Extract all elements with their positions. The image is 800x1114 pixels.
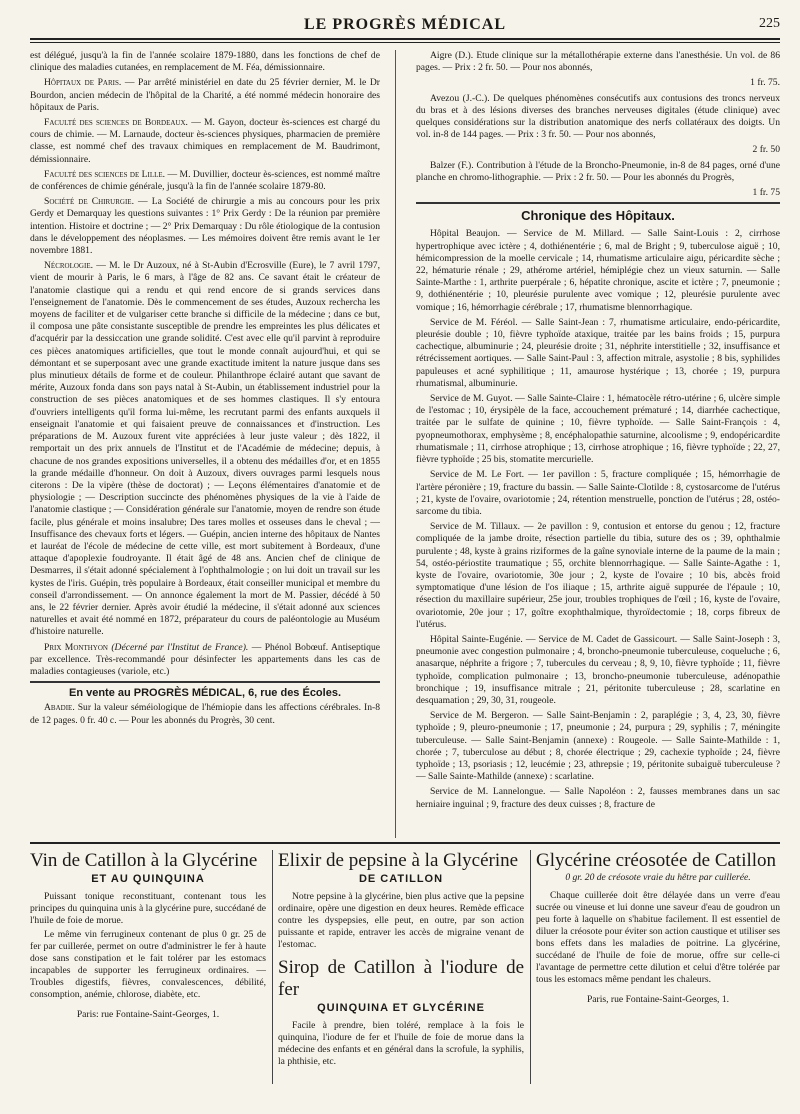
right-column [416,50,780,814]
paragraph [30,77,380,114]
paragraph [30,642,380,679]
paragraph: Hôpital Sainte-Eugénie. — Service de M. Cadet de Gassicourt. — Salle Saint-Joseph : 3, pneumonie avec congestion pulmonaire ; 4, broncho-pneumonie tuberculeuse, coqueluche ; 6, anasarque, néphrite a frigore ; 7, tubercules du cerveau ; 8, 9, 10, fièvre typhoïde ; 11, fièvre typhoïde, complication pulmonaire ; 13, broncho-pneumonie tuberculeuse, adénopathie bronchique ; 19, insuffisance mitrale ; 21, péritonite tuberculeuse ; 28, scarlatine en desquamation ; 29, 30, 31, rougeole. [416,633,780,706]
advert-divider [272,850,273,1084]
paragraph-italic: (Décerné par l'Institut de France). [107,641,249,653]
advert-text: Facile à prendre, bien toléré, remplace à la fois le quinquina, l'iodure de fer et l'huile de foie de morue dans la médecine des enfants et en général dans la scrofule, la syphilis, la phthisie, etc. [278,1020,524,1067]
advert-text: Notre pepsine à la glycérine, bien plus active que la pepsine ordinaire, opère une digestion en deux heures. Remède efficace contre les dyspepsies, elle peut, en outre, par son action puissante et rapide, entraver les accès de migraine venant de l'estomac. [278,891,524,950]
paragraph: Service de M. Bergeron. — Salle Saint-Benjamin : 2, paraplégie ; 3, 4, 23, 30, fièvre typhoïde ; 9, pleuro-pneumonie ; 17, pneumonie ; 24, purpura ; 29, syphilis ; 7, méningite tuberculeuse. — Salle Saint-Benjamin (annexe) : Rougeole. — Salle Sainte-Mathilde : 1, chorée ; 7, tuberculose au début ; 8, chorée électrique ; 29, cachexie typhoïde ; 24, fièvre typhoïde ; 13, psoriasis ; 12, leucémie ; 23, athrepsie ; 19, péritonite subaiguë tuberculeuse ? — Salle Sainte-Mathilde (annexe) : scarlatine. [416,710,780,783]
paragraph-heading: Nécrologie. [44,260,93,272]
column-divider [395,50,396,838]
paragraph: Service de M. Le Fort. — 1er pavillon : 5, fracture compliquée ; 15, hémorrhagie de l'artère péronière ; 19, fracture du bassin. — Salle Sainte-Clotilde : 8, cystosarcome de l'utérus ; 21, kyste de l'ovaire, ovariotomie ; 24, rétention menstruelle, ponction de l'utérus ; 28, ostéo-sarcome du tibia. [416,469,780,517]
advert-elixir-pepsine [278,850,524,1092]
journal-title: LE PROGRÈS MÉDICAL [303,16,507,33]
advert-text: Le même vin ferrugineux contenant de plus 0 gr. 25 de fer par cuillerée, permet on outre d'administrer le fer à haute dose sans constipation et le fait tolérer par les estomacs incapables de supporter les ferrugineux ordinaires. — Troubles digestifs, fièvres, convalescences, débilité, consomption, anémie, chlorose, diabète, etc. [30,929,266,1000]
listing-price: 1 fr. 75 [752,187,780,199]
book-listing [416,50,780,74]
advert-divider [530,850,531,1084]
advert-title: Sirop de Catillon à l'iodure de fer [278,957,524,1000]
paragraph-text: — La Société de chirurgie a mis au concours pour les prix Gerdy et Demarquay les questions suivantes : 1° Prix Gerdy : De la réunion par première intention. Histoire et doctrine ; — 2° Prix Demarquay : Du rôle étiologique de la contusion dans le développement des néoplasmes. — Les mémoires doivent être remis avant le 1er novembre 1881. [30,196,380,257]
paragraph [30,117,380,166]
paragraph-text: — M. Gayon, docteur ès-sciences est chargé du cours de chimie. — M. Larnaude, docteur ès-sciences physiques, pharmacien de première classe, est nommé chef des travaux chimiques en remplacement de M. Baudrimont, démissionnaire. [30,117,380,165]
paragraph [30,260,380,638]
advert-subtitle: QUINQUINA ET GLYCÉRINE [317,1002,485,1014]
advert-title: Elixir de pepsine à la Glycérine [278,850,519,871]
advert-text: Chaque cuillerée doit être délayée dans un verre d'eau sucrée ou vineuse et lui donne une saveur d'eau de goudron un peu forte à laquelle on s'habitue facilement. Il est essentiel de diluer la créosote pour éviter son action caustique et utiliser ses bons effets dans les maladies de poitrine. La glycérine, succédané de l'huile de foie de morue, offre sur celle-ci l'avantage de permettre cette dilution et celui d'être tolérée par tous les estomacs même pendant les chaleurs. [536,890,780,985]
divider [416,202,780,204]
advert-subtitle: ET AU QUINQUINA [91,873,205,885]
advert-title: Vin de Catillon à la Glycérine [30,850,258,871]
paragraph: Service de M. Lannelongue. — Salle Napoléon : 2, fausses membranes dans un sac herniaire inguinal ; 9, fracture des deux cuisses ; 8, fracture de [416,786,780,810]
paragraph: Service de M. Féréol. — Salle Saint-Jean : 7, rhumatisme articulaire, endo-péricardite, pleurésie double ; 10, fièvre typhoïde ataxique, traitée par les bains froids ; 15, purpura cachectique, albuminurie ; 24, pleurésie droite ; 31, néphrite interstitielle ; 32, insuffisance et rétrécissement aortiques. — Salle Saint-Paul : 3, affection mitrale, asystolie ; 8 bis, syphilides papuleuses et acné syphilitique ; 11, amaurose hystérique ; 13, chorée ; 19, purpura rhumatismal, albuminurie. [416,316,780,389]
paragraph-heading: Faculté des sciences de Lille. [44,168,166,180]
paragraph: Service de M. Tillaux. — 2e pavillon : 9, contusion et entorse du genou ; 12, fracture compliquée de la jambe droite, résection partielle du tibia, suture des os ; 39, ophthalmie purulente ; 48, kyste à grains riziformes de la gaîne synoviale interne de la paume de la main ; 54, ostéo-périostite traumatique ; 55, orchite blennorrhagique. — Salle Sainte-Agathe : 1, kyste de l'ovaire, ovariotomie, 30e jour ; 2, kyste de l'ovaire ; 10 bis, abcès froid symptomatique d'une lésion de l'os iliaque ; 15, arthrite aiguë suppurée de l'épaule ; 10, résection du maxillaire supérieur, 25e jour, troubles trophiques de l'œil ; 16, kyste de l'ovaire, ovariotomie, 20e jour ; 17, goître exophthalmique, thyroïdectomie ; 18, corps fibreux de l'utérus. [416,521,780,630]
book-listing [416,160,780,184]
paragraph-text: Sur la valeur séméiologique de l'hémiopie dans les affections cérébrales. In-8 de 12 pages. 0 fr. 40 c. — Pour les abonnés du Progrès, 30 cent. [30,702,380,726]
advert-title: Glycérine créosotée de Catillon [536,850,777,871]
advert-vin-catillon [30,850,266,1092]
advert-glycerine-creosotee [536,850,780,1092]
advertisements [30,842,780,1092]
advert-address: Paris: rue Fontaine-Saint-Georges, 1. [76,1009,220,1020]
divider [30,681,380,683]
listing-text: Aigre (D.). Etude clinique sur la métallothérapie externe dans l'anesthésie. Un vol. de 86 pages. — Prix : 2 fr. 50. — Pour nos abonnés, [416,50,780,74]
page-number: 225 [759,16,780,31]
paragraph [30,169,380,193]
listing-price: 1 fr. 75. [750,77,780,89]
book-listing [416,93,780,142]
listing-price: 2 fr. 50 [752,144,780,156]
paragraph-heading: Société de Chirurgie. [44,196,134,208]
paragraph: Hôpital Beaujon. — Service de M. Millard. — Salle Saint-Louis : 2, cirrhose hypertrophique avec ictère ; 4, dothiénentérie ; 6, mal de Bright ; 9, tuberculose aiguë ; 10, hémicompression de la moelle cervicale ; 14, rhumatisme articulaire aigu, péricardite sèche ; 22, hématurie rénale ; 29, athérome artériel, hémiplégie chez un vieux saturnin. — Salle Sainte-Marthe : 1, arthrite puerpérale ; 6, hépatite chronique, ascite et ictère ; 7, pneumonie ; 9, dothiénentérie ; 10, pleurésie purulente avec vomique ; 12, pleurésie purulente avec vomique ; 16, hémorrhagie cérébrale ; 17, rhumatisme blennorrhagique. [416,228,780,313]
paragraph: est délégué, jusqu'à la fin de l'année scolaire 1879-1880, dans les fonctions de chef de clinique des maladies cutanées, en remplacement de M. Féa, démissionnaire. [30,50,380,74]
advert-address: Paris, rue Fontaine-Saint-Georges, 1. [586,994,730,1005]
paragraph [30,702,380,726]
listing-text: Balzer (F.). Contribution à l'étude de la Broncho-Pneumonie, in-8 de 84 pages, orné d'une planche en chromo-lithographie. — Prix : 2 fr. 50. — Pour les abonnés du Progrès, [416,159,780,183]
paragraph-text: — Phénol Bobœuf. Antiseptique par excellence. Très-recommandé pour désinfecter les appartements dans les cas de maladies contagieuses (variole, etc.) [30,641,380,677]
advert-subtitle: DE CATILLON [358,873,444,885]
header-rule-thin [30,42,780,43]
paragraph-heading: Faculté des sciences de Bordeaux. [44,117,188,129]
paragraph: Service de M. Guyot. — Salle Sainte-Claire : 1, hématocèle rétro-utérine ; 6, ulcère simple de l'estomac ; 10, érysipèle de la face, accouchement prématuré ; 14, diarrhée cachectique, traitée par le sulfate de quinine ; 10, fièvre typhoïde. — Salle Saint-François : 4, pyopneumothorax, emphysème ; 8, encéphalopathie saturnine, alcoolisme ; 9, endopéricardite rhumatismale ; 11, cirrhose atrophique ; 13, cirrhose atrophique ; 16, fièvre typhoïde ; 22, 27, fièvre typhoïde ; 25 bis, stomatite mercurielle. [416,393,780,466]
left-column [30,50,380,730]
paragraph-text: — M. Duvillier, docteur ès-sciences, est nommé maître de conférences de chimie générale, jusqu'à la fin de l'année scolaire 1879-80. [30,168,380,193]
paragraph-text: — Par arrêté ministériel en date du 25 février dernier, M. le Dr Bourdon, ancien médecin de l'hôpital de la Charité, a été nommé médecin honoraire des hôpitaux de Paris. [30,77,380,113]
advert-text: Puissant tonique reconstituant, contenant tous les principes du quinquina unis à la glycérine pure, succédané de l'huile de foie de morue. [30,891,266,926]
section-title: Chronique des Hôpitaux. [521,208,675,224]
paragraph-text: — M. le Dr Auzoux, né à St-Aubin d'Ecrosville (Eure), le 7 avril 1797, vient de mourir à Paris, le 6 mars, à l'âge de 82 ans. Ce savant était le créateur de l'anatomie clastique qui a rendu et qui rend encore de si grands services dans l'enseignement de l'anatomie. Dès le commencement de ses études, Auzoux rechercha les moyens de faciliter et de vulgariser cette branche si difficile de la médecine ; dans ce but, il composa une pâte consistante susceptible de prendre les empreintes les plus délicates et d'acquérir par la dessiccation une grande solidité. C'est avec elle qu'il parvint à reproduire ces pièces anatomiques artificielles, que tout le monde connaît aujourd'hui, et qui se démontant et se superposant avec une grande exactitude imitent la nature jusque dans ses plus minutieux détails de forme et de couleur. Philanthrope éclairé autant que savant de mérite, Auzoux fonda dans son pays natal à St-Aubin, un établissement industriel pour la construction de ses pièces anatomiques et de ses hommes clastiques. Il s'y entoura d'ouvriers intelligents qu'il forma lui-même, les recrutant parmi des enfants auxquels il enseignait l'anatomie et qui faisaient preuve de connaissances et d'instruction. Les préparations de M. Auzoux furent vite appréciées à leur juste valeur ; dès 1822, il remportait un des prix annuels de l'Institut et de l'Académie de médecine; depuis, à chacune de nos grandes expositions universelles, il a obtenu des médailles d'or, et en 1855 la grande médaille d'honneur. On doit à Auzoux, divers ouvrages parmi lesquels nous citerons : De la vipère (thèse de doctorat) ; — Leçons élémentaires d'anatomie et de physiologie ; — Description succincte des phénomènes physiques de la vie à l'aide de l'anatomie clastique ; — Considération générale sur l'anatomie, moyen de rendre son étude facile, plus générale et moins insalubre; Des tares molles et osseuses dans le cheval ; — Insuffisance des chevaux forts et légers. — Guépin, ancien interne des hôpitaux de Nantes et lauréat de l'école de médecine de cette ville, est mort subitement à Bordeaux, d'une attaque d'apoplexie foudroyante. Il était âgé de 48 ans. Ancien chef de clinique de Desmarres, il s'était adonné spécialement à l'ophthalmologie ; on lui doit un travail sur les kystes de l'iris. Guépin, très populaire à Bordeaux, était conseiller municipal et membre du conseil d'arrondissement. — On annonce également la mort de M. Passier, décédé à 50 ans, le 22 février dernier. Après avoir étudié la médecine, il s'était adonné aux sciences naturelles et avait été nommé en 1872, préparateur du cours de paléontologie au Muséum d'histoire naturelle. [30,260,380,638]
paragraph-heading: Hôpitaux de Paris. [44,77,122,89]
listing-text: Avezou (J.-C.). De quelques phénomènes consécutifs aux contusions des troncs nerveux du bras et à des lésions diverses des branches nerveuses digitales (étude clinique) avec quelques considérations sur la distribution anatomique des nerfs collatéraux des doigts. Un vol. in-8 de 144 pages. — Prix : 3 fr. 50. — Pour nos abonnés, [416,92,780,141]
header-rule [30,38,780,40]
paragraph-heading: Prix Monthyon [44,641,108,653]
section-title: En vente au PROGRÈS MÉDICAL, 6, rue des Écoles. [68,687,342,700]
paragraph-heading: Abadie. [44,702,75,714]
advert-subtitle: 0 gr. 20 de créosote vraie du hêtre par cuillerée. [565,872,751,883]
paragraph [30,196,380,257]
